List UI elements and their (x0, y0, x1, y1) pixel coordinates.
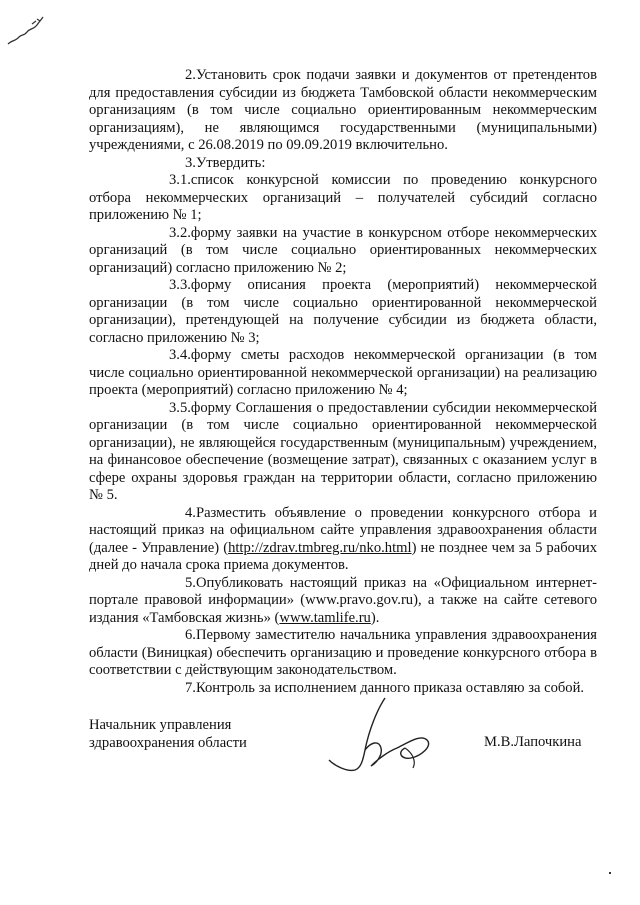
handwritten-mark (4, 10, 46, 48)
paragraph-6 (89, 627, 597, 680)
paragraph-2 (89, 67, 597, 155)
paragraph-number: 6. (185, 627, 196, 643)
paragraph-text: форму Соглашения о предоставлении субсидии некоммерческой организации (в том числе социально ориентированной некоммерческой организации), не являющейся государственным (муниципальным) учреждением, на финансовое обеспечение (возмещение затрат), связанных с оказанием услуг в сфере охраны здоровья граждан на территории области, согласно приложению № 5. (89, 399, 597, 503)
paragraph-text: форму описания проекта (мероприятий) некоммерческой организации (в том числе социально ориентированной некоммерческой организации), претендующей на получение субсидии из бюджета области, согласно приложению № 3; (89, 277, 597, 346)
paragraph-text: Опубликовать настоящий приказ на «Официальном интернет-портале правовой информации» (www.pravo.gov.ru), а также на сайте сетевого издания «Тамбовская жизнь» ( (89, 574, 597, 626)
paragraph-text: форму сметы расходов некоммерческой организации (в том числе социально ориентированной некоммерческой организации) на реализацию проекта (мероприятий) согласно приложению № 4; (89, 347, 597, 398)
signatory-name: М.В.Лапочкина (484, 734, 582, 750)
paragraph-3-3 (89, 277, 597, 347)
paragraph-number: 3.4. (169, 347, 191, 363)
paragraph-text: Установить срок подачи заявки и документов от претендентов для предоставления субсидии из бюджета Тамбовской области некоммерческим организациям (в том числе социально ориентированным некоммерческим организациям), не являющимся государственными (муниципальными) учреждениями, с 26.08.2019 по 09.09.2019 включительно. (89, 67, 597, 153)
paragraph-text: ). (370, 609, 380, 626)
signatory-title (89, 717, 247, 752)
paragraph-text: форму заявки на участие в конкурсном отборе некоммерческих организаций (в том числе социально ориентированных некоммерческих организаций) согласно приложению № 2; (89, 224, 597, 276)
paragraph-text: Контроль за исполнением данного приказа оставляю за собой. (195, 679, 585, 696)
handwritten-signature (325, 690, 445, 780)
paragraph-text: Разместить объявление о проведении конкурсного отбора и настоящий приказ на официальном сайте управления здравоохранения области (далее - Управление) ( (89, 504, 597, 556)
paragraph-text: Первому заместителю начальника управления здравоохранения области (Виницкая) обеспечить организацию и проведение конкурсного отбора в соответствии с действующим законодательством. (89, 627, 597, 678)
paragraph-number: 5. (185, 574, 196, 591)
paragraph-number: 3. (185, 154, 196, 171)
paragraph-3-4 (89, 347, 597, 400)
paragraph-number: 3.1. (169, 172, 191, 188)
paragraph-3 (89, 155, 597, 173)
paragraph-number: 7. (185, 679, 196, 696)
paragraph-number: 4. (185, 504, 196, 521)
paragraph-number: 3.3. (169, 277, 191, 293)
zdrav-site-link[interactable]: http://zdrav.tmbreg.ru/nko.html (228, 539, 412, 556)
paragraph-number: 3.5. (169, 399, 191, 416)
paragraph-number: 3.2. (169, 224, 191, 241)
scan-speck (609, 872, 611, 874)
signatory-title-line: здравоохранения области (89, 734, 247, 751)
paragraph-3-5 (89, 400, 597, 505)
paragraph-text: Утвердить: (195, 154, 266, 171)
paragraph-text: список конкурсной комиссии по проведению конкурсного отбора некоммерческих организаций – получателей субсидий согласно приложению № 1; (89, 172, 597, 223)
signatory-title-line: Начальник управления (89, 717, 232, 733)
tamlife-link[interactable]: www.tamlife.ru (279, 609, 371, 626)
paragraph-3-1 (89, 172, 597, 225)
paragraph-number: 2. (185, 67, 196, 83)
paragraph-5 (89, 575, 597, 628)
document-body (89, 67, 597, 697)
paragraph-text: ) не позднее чем за 5 рабочих дней до начала срока приема документов. (89, 539, 598, 573)
paragraph-4 (89, 505, 597, 575)
paragraph-3-2 (89, 225, 597, 278)
